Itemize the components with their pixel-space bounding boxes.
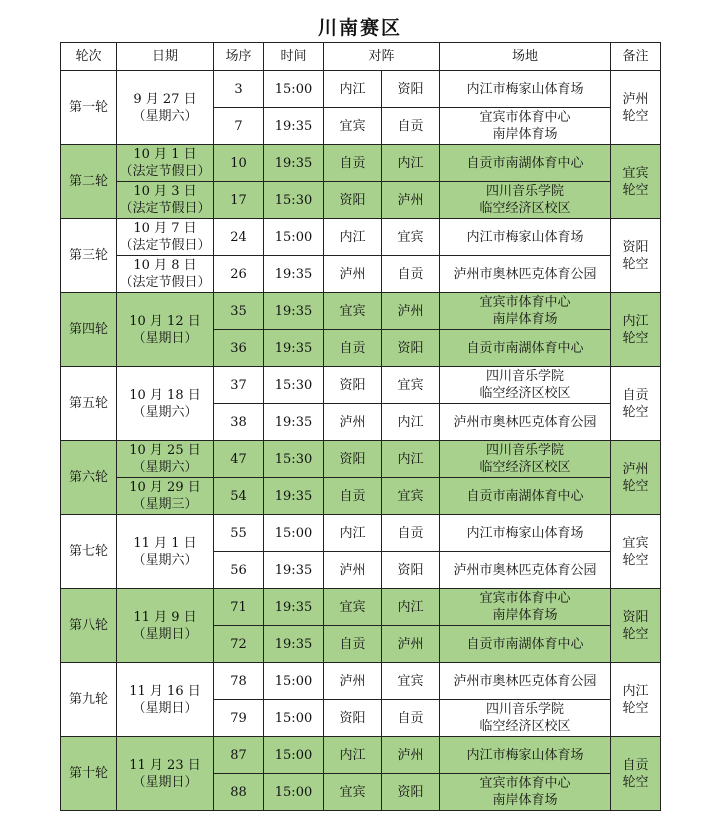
home-team-cell: 自贡 — [324, 478, 382, 515]
venue-cell — [440, 330, 611, 367]
time-cell: 19:35 — [264, 256, 324, 293]
date-text: 10 月 7 日 — [133, 221, 197, 236]
time-cell: 19:35 — [264, 478, 324, 515]
round-cell: 第一轮 — [61, 71, 117, 145]
table-row — [61, 182, 661, 219]
home-team-cell: 内江 — [324, 737, 382, 774]
venue-line: 自贡市南湖体育中心 — [466, 636, 584, 652]
venue-line: 四川音乐学院 — [485, 702, 564, 717]
schedule-table — [60, 42, 661, 811]
away-team-cell: 宜宾 — [382, 367, 440, 404]
away-team-cell: 自贡 — [382, 108, 440, 145]
time-cell: 19:35 — [264, 626, 324, 663]
venue-line: 南岸体育场 — [492, 127, 558, 142]
away-team-cell: 泸州 — [382, 182, 440, 219]
venue-line: 泸州市奥林匹克体育公园 — [453, 414, 597, 430]
match-no-cell: 47 — [214, 441, 264, 478]
time-cell: 15:00 — [264, 71, 324, 108]
venue-cell — [440, 108, 611, 145]
date-cell — [117, 219, 214, 256]
date-text: 10 月 29 日 — [129, 480, 201, 495]
header-row — [61, 43, 661, 71]
table-row — [61, 71, 661, 108]
date-weekday: （法定节假日） — [119, 275, 211, 290]
note-line: 轮空 — [622, 108, 649, 124]
note-line: 轮空 — [622, 478, 649, 494]
header-note: 备注 — [611, 43, 661, 71]
home-team-cell: 资阳 — [324, 441, 382, 478]
table-row — [61, 515, 661, 552]
date-cell — [117, 182, 214, 219]
away-team-cell: 资阳 — [382, 330, 440, 367]
venue-line: 内江市梅家山体育场 — [466, 525, 584, 541]
venue-cell — [440, 774, 611, 811]
venue-cell — [440, 145, 611, 182]
match-no-cell: 36 — [214, 330, 264, 367]
match-no-cell: 79 — [214, 700, 264, 737]
header-round: 轮次 — [61, 43, 117, 71]
venue-cell — [440, 700, 611, 737]
date-weekday: （星期日） — [132, 700, 198, 716]
away-team-cell: 宜宾 — [382, 219, 440, 256]
away-team-cell: 资阳 — [382, 71, 440, 108]
table-row — [61, 441, 661, 478]
date-cell — [117, 478, 214, 515]
away-team-cell: 宜宾 — [382, 663, 440, 700]
home-team-cell: 资阳 — [324, 367, 382, 404]
date-cell — [117, 367, 214, 441]
date-text: 11 月 23 日 — [129, 757, 201, 773]
venue-line: 自贡市南湖体育中心 — [466, 155, 584, 171]
match-no-cell: 37 — [214, 367, 264, 404]
away-team-cell: 自贡 — [382, 700, 440, 737]
venue-cell — [440, 515, 611, 552]
note-line: 轮空 — [622, 256, 649, 272]
date-cell — [117, 663, 214, 737]
date-text: 11 月 16 日 — [129, 683, 201, 699]
round-cell: 第十轮 — [61, 737, 117, 811]
note-cell — [611, 145, 661, 219]
venue-cell — [440, 663, 611, 700]
note-line: 轮空 — [622, 182, 649, 198]
match-no-cell: 72 — [214, 626, 264, 663]
round-cell: 第二轮 — [61, 145, 117, 219]
match-no-cell: 3 — [214, 71, 264, 108]
note-line: 泸州 — [622, 91, 649, 107]
round-group — [61, 589, 661, 663]
date-text: 11 月 9 日 — [133, 609, 197, 625]
venue-cell — [440, 219, 611, 256]
home-team-cell: 宜宾 — [324, 108, 382, 145]
venue-line: 南岸体育场 — [492, 793, 558, 808]
venue-cell — [440, 182, 611, 219]
date-weekday: （法定节假日） — [119, 164, 211, 179]
note-line: 轮空 — [622, 404, 649, 420]
venue-cell — [440, 404, 611, 441]
date-text: 10 月 3 日 — [133, 184, 197, 199]
match-no-cell: 88 — [214, 774, 264, 811]
date-cell — [117, 145, 214, 182]
venue-line: 内江市梅家山体育场 — [466, 229, 584, 245]
round-group — [61, 145, 661, 219]
date-cell — [117, 441, 214, 478]
date-text: 9 月 27 日 — [133, 91, 197, 107]
home-team-cell: 自贡 — [324, 145, 382, 182]
table-row — [61, 367, 661, 404]
date-cell — [117, 737, 214, 811]
venue-cell — [440, 626, 611, 663]
note-cell — [611, 663, 661, 737]
date-cell — [117, 515, 214, 589]
home-team-cell: 自贡 — [324, 330, 382, 367]
round-group — [61, 293, 661, 367]
note-cell — [611, 589, 661, 663]
time-cell: 15:30 — [264, 182, 324, 219]
home-team-cell: 内江 — [324, 71, 382, 108]
table-row — [61, 219, 661, 256]
date-weekday: （星期日） — [132, 626, 198, 642]
note-line: 自贡 — [622, 387, 649, 403]
match-no-cell: 54 — [214, 478, 264, 515]
note-line: 资阳 — [622, 239, 649, 255]
date-text: 11 月 1 日 — [133, 535, 197, 551]
header-date: 日期 — [117, 43, 214, 71]
header-matchup: 对阵 — [324, 43, 440, 71]
date-weekday: （法定节假日） — [119, 238, 211, 253]
away-team-cell: 内江 — [382, 145, 440, 182]
date-cell — [117, 589, 214, 663]
venue-cell — [440, 478, 611, 515]
away-team-cell: 内江 — [382, 441, 440, 478]
home-team-cell: 内江 — [324, 515, 382, 552]
venue-line: 宜宾市体育中心 — [479, 295, 571, 310]
away-team-cell: 宜宾 — [382, 478, 440, 515]
table-row — [61, 737, 661, 774]
note-line: 内江 — [622, 313, 649, 329]
venue-line: 泸州市奥林匹克体育公园 — [453, 673, 597, 689]
home-team-cell: 泸州 — [324, 404, 382, 441]
match-no-cell: 35 — [214, 293, 264, 330]
match-no-cell: 71 — [214, 589, 264, 626]
home-team-cell: 泸州 — [324, 256, 382, 293]
venue-line: 自贡市南湖体育中心 — [466, 488, 584, 504]
home-team-cell: 宜宾 — [324, 293, 382, 330]
round-cell: 第六轮 — [61, 441, 117, 515]
round-group — [61, 367, 661, 441]
venue-line: 临空经济区校区 — [479, 201, 571, 216]
time-cell: 15:00 — [264, 700, 324, 737]
match-no-cell: 38 — [214, 404, 264, 441]
time-cell: 15:00 — [264, 774, 324, 811]
round-group — [61, 71, 661, 145]
note-cell — [611, 441, 661, 515]
round-cell: 第三轮 — [61, 219, 117, 293]
round-group — [61, 663, 661, 737]
date-weekday: （星期日） — [132, 330, 198, 346]
date-weekday: （法定节假日） — [119, 201, 211, 216]
date-weekday: （星期六） — [132, 404, 198, 420]
venue-line: 内江市梅家山体育场 — [466, 747, 584, 763]
venue-line: 泸州市奥林匹克体育公园 — [453, 266, 597, 282]
note-line: 轮空 — [622, 700, 649, 716]
note-cell — [611, 367, 661, 441]
header-time: 时间 — [264, 43, 324, 71]
date-cell — [117, 293, 214, 367]
date-text: 10 月 12 日 — [129, 313, 201, 329]
note-line: 泸州 — [622, 461, 649, 477]
time-cell: 19:35 — [264, 108, 324, 145]
venue-line: 宜宾市体育中心 — [479, 591, 571, 606]
note-line: 内江 — [622, 683, 649, 699]
date-text: 10 月 1 日 — [133, 147, 197, 162]
note-line: 自贡 — [622, 757, 649, 773]
match-no-cell: 26 — [214, 256, 264, 293]
home-team-cell: 资阳 — [324, 700, 382, 737]
round-group — [61, 441, 661, 515]
round-cell: 第七轮 — [61, 515, 117, 589]
home-team-cell: 泸州 — [324, 552, 382, 589]
venue-line: 临空经济区校区 — [479, 386, 571, 401]
note-line: 轮空 — [622, 552, 649, 568]
round-cell: 第四轮 — [61, 293, 117, 367]
match-no-cell: 56 — [214, 552, 264, 589]
venue-line: 自贡市南湖体育中心 — [466, 340, 584, 356]
home-team-cell: 宜宾 — [324, 589, 382, 626]
note-line: 宜宾 — [622, 535, 649, 551]
note-cell — [611, 737, 661, 811]
note-cell — [611, 515, 661, 589]
round-group — [61, 515, 661, 589]
venue-cell — [440, 71, 611, 108]
venue-cell — [440, 367, 611, 404]
time-cell: 15:30 — [264, 441, 324, 478]
away-team-cell: 资阳 — [382, 552, 440, 589]
venue-line: 宜宾市体育中心 — [479, 776, 571, 791]
time-cell: 15:00 — [264, 219, 324, 256]
note-cell — [611, 293, 661, 367]
away-team-cell: 自贡 — [382, 256, 440, 293]
venue-line: 四川音乐学院 — [485, 369, 564, 384]
round-group — [61, 737, 661, 811]
home-team-cell: 资阳 — [324, 182, 382, 219]
venue-cell — [440, 441, 611, 478]
time-cell: 19:35 — [264, 330, 324, 367]
date-weekday: （星期六） — [132, 552, 198, 568]
round-cell: 第九轮 — [61, 663, 117, 737]
date-cell — [117, 71, 214, 145]
note-line: 轮空 — [622, 774, 649, 790]
time-cell: 19:35 — [264, 145, 324, 182]
note-cell — [611, 219, 661, 293]
venue-cell — [440, 552, 611, 589]
date-text: 10 月 8 日 — [133, 258, 197, 273]
home-team-cell: 自贡 — [324, 626, 382, 663]
away-team-cell: 泸州 — [382, 293, 440, 330]
round-cell: 第八轮 — [61, 589, 117, 663]
date-weekday: （星期日） — [132, 774, 198, 790]
home-team-cell: 泸州 — [324, 663, 382, 700]
venue-line: 临空经济区校区 — [479, 719, 571, 734]
away-team-cell: 内江 — [382, 589, 440, 626]
venue-line: 宜宾市体育中心 — [479, 110, 571, 125]
venue-cell — [440, 293, 611, 330]
match-no-cell: 87 — [214, 737, 264, 774]
header-match-no: 场序 — [214, 43, 264, 71]
home-team-cell: 宜宾 — [324, 774, 382, 811]
date-cell — [117, 256, 214, 293]
venue-line: 内江市梅家山体育场 — [466, 81, 584, 97]
away-team-cell: 内江 — [382, 404, 440, 441]
away-team-cell: 泸州 — [382, 626, 440, 663]
table-row — [61, 293, 661, 330]
time-cell: 15:30 — [264, 367, 324, 404]
table-row — [61, 589, 661, 626]
venue-line: 泸州市奥林匹克体育公园 — [453, 562, 597, 578]
time-cell: 15:00 — [264, 515, 324, 552]
date-weekday: （星期六） — [132, 108, 198, 124]
away-team-cell: 自贡 — [382, 515, 440, 552]
date-weekday: （星期三） — [132, 497, 198, 512]
match-no-cell: 78 — [214, 663, 264, 700]
time-cell: 15:00 — [264, 663, 324, 700]
away-team-cell: 资阳 — [382, 774, 440, 811]
date-text: 10 月 18 日 — [129, 387, 201, 403]
note-line: 轮空 — [622, 330, 649, 346]
table-row — [61, 663, 661, 700]
home-team-cell: 内江 — [324, 219, 382, 256]
venue-cell — [440, 737, 611, 774]
time-cell: 19:35 — [264, 589, 324, 626]
venue-cell — [440, 589, 611, 626]
round-group — [61, 219, 661, 293]
venue-line: 四川音乐学院 — [485, 443, 564, 458]
table-row — [61, 145, 661, 182]
time-cell: 19:35 — [264, 293, 324, 330]
match-no-cell: 10 — [214, 145, 264, 182]
match-no-cell: 17 — [214, 182, 264, 219]
round-cell: 第五轮 — [61, 367, 117, 441]
venue-cell — [440, 256, 611, 293]
table-row — [61, 256, 661, 293]
venue-line: 临空经济区校区 — [479, 460, 571, 475]
match-no-cell: 7 — [214, 108, 264, 145]
away-team-cell: 泸州 — [382, 737, 440, 774]
match-no-cell: 55 — [214, 515, 264, 552]
time-cell: 19:35 — [264, 404, 324, 441]
note-cell — [611, 71, 661, 145]
time-cell: 19:35 — [264, 552, 324, 589]
note-line: 轮空 — [622, 626, 649, 642]
date-text: 10 月 25 日 — [129, 443, 201, 458]
table-row — [61, 478, 661, 515]
match-no-cell: 24 — [214, 219, 264, 256]
note-line: 宜宾 — [622, 165, 649, 181]
venue-line: 南岸体育场 — [492, 608, 558, 623]
header-venue: 场地 — [440, 43, 611, 71]
date-weekday: （星期六） — [132, 460, 198, 475]
page-title: 川南赛区 — [317, 17, 402, 39]
note-line: 资阳 — [622, 609, 649, 625]
venue-line: 南岸体育场 — [492, 312, 558, 327]
time-cell: 15:00 — [264, 737, 324, 774]
venue-line: 四川音乐学院 — [485, 184, 564, 199]
